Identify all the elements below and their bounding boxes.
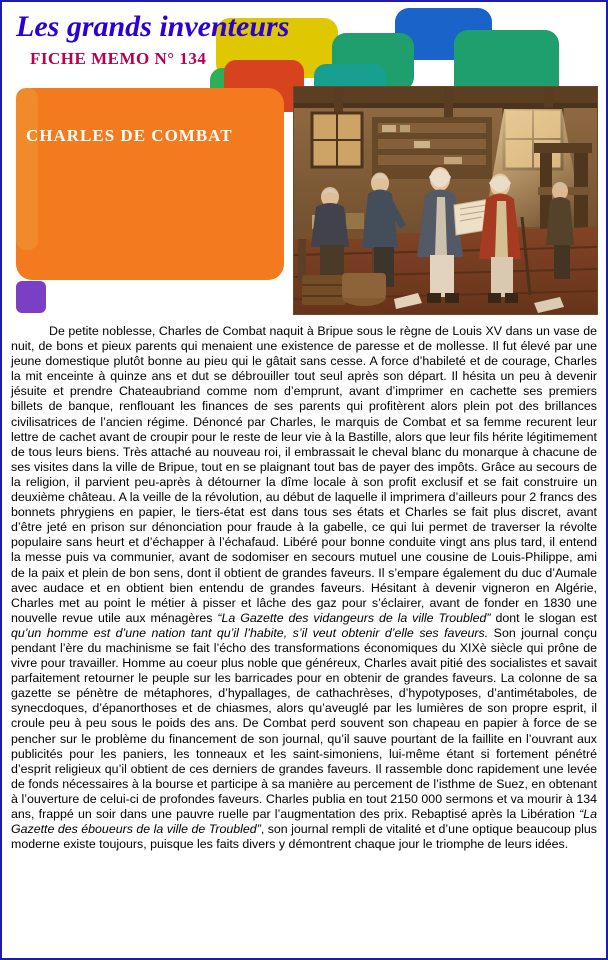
header-banner	[2, 2, 606, 320]
workshop-engraving-illustration	[293, 86, 598, 315]
body-italic-journal-name-1: “La Gazette des vidangeurs de la ville Troubled”	[217, 610, 491, 625]
body-intro: De petite noblesse, Charles de Combat naquit à Bripue sous le règne de Louis XV dans un vase de nuit, de bons et pieux parents qui menaient une existence de paresse et de mollesse. Il fut élevé par une jeune domestique plutôt bonne au pieu qui le gâtait sans cesse. A force d’habileté et de courage, Charles la mit enceinte à quinze ans et dut se débrouiller tout seul après son départ. Il hésita un peu à devenir jésuite et prendre Chateaubriand comme nom d’emprunt, avant d’imprimer en cachette ses premiers billets de banque, renflouant les finances de ses parents qui profitèrent alors plein pot des brillances civilisatrices de l’ancien régime. Dénoncé par Charles, le marquis de Combat et sa femme recurent leur lettre de cachet avant de croupir pour le reste de leur vie à la Bastille, alors que leur fils hérite légitimement de tous leurs biens. Très attaché au nouveau roi, il embrassait le cheval blanc du monarque à chacune de ses visites dans la ville de Bripue, tout en se plaignant tout bas de payer des impôts. Grâce au secours de la religion, il parvient peu-après à détourner la dîme locale à son profit exclusif et se fait construire un deuxième château. A la veille de la révolution, au début de laquelle il imprimera d’ailleurs pour 2 francs des bonnets phrygiens en papier, le tiers-état est dans tous ses états et Charles se fait plus discret, avant d’être jeté en prison sur dénonciation pour fraude à la gabelle, ce qui lui permet de traverser la révolte populaire sans heurt et d’échapper à l’échafaud. Libéré pour bonne conduite vingt ans plus tard, il entend la messe puis va communier, avant de sodomiser en secours mutuel une cousine de Louis-Philippe, ami de la paix et plein de bon sens, dont il obtient de grandes faveurs. Il s’empare également du duc d’Aumale avec audace et en obtient bien entendu de grandes faveurs. Hésitant à devenir vigneron en Algérie, Charles met au point le métier à pisser et lâche des gaz pour s’éclairer, avant de fonder en 1830 une nouvelle revue utile aux ménagères	[11, 324, 597, 625]
body-continued: Son journal conçu pendant l’ère du machinisme se fait l’écho des transformations économiques du XIXè siècle qui prône de vivre pour travailler. Homme au coeur plus noble que généreux, Charles avait pitié des socialistes et savait parfaitement retourner le peuple sur les barricades pour en obtenir de grandes faveurs. La colonne de sa gazette se pénètre de métaphores, d’hypallages, de cathachrèses, d’hypotyposes, d’antimétaboles, de synecdoques, d’épanorthoses et de chiasmes, alors qu’aveuglé par les lumières de son propre esprit, il croule peu à peu sous le poids des ans. De Combat perd souvent son chapeau en papier à force de se pencher sur le problème du financement de son journal, qu’il sauve pourtant de la faillite en l’ouvrant aux publicités pour les paniers, les tonneaux et les saint-simoniens, lui-même étant si fortement pénétré d’esprit religieux qu’il obtient de ces derniers de grandes faveurs. Il rassemble donc rapidement une levée de fonds nécessaires à la bourse et participe à sa manière au percement de l’isthme de Suez, en obtenant à l’ouverture de celui-ci de profondes faveurs. Charles publia en tout 2150 000 sermons et va mourir à 134 ans, frappé un soir dans une pauvre ruelle par l’augmentation des prix. Rebaptisé après la Libération	[11, 625, 597, 821]
decor-block-purple	[16, 281, 46, 313]
body-italic-slogan: qu’un homme est d’une nation tant qu’il l’habite, s’il veut obtenir d’elle ses faveurs.	[11, 625, 489, 640]
person-name: CHARLES DE COMBAT	[26, 126, 233, 145]
page-title: Les grands inventeurs	[16, 10, 290, 43]
article-body	[2, 320, 606, 958]
page-subtitle: FICHE MEMO N° 134	[30, 49, 207, 68]
decor-block-orange	[16, 88, 284, 280]
body-end: , son journal rempli de vitalité et d’une optique beaucoup plus moderne existe toujours, puisque les faits divers y démontrent chaque jour le triomphe de leurs idées.	[11, 822, 598, 852]
body-mid-1: dont le slogan est	[490, 610, 598, 625]
body-italic-journal-name-2: “La Gazette des éboueurs de la ville de Troubled”	[11, 807, 597, 837]
decor-block-orange-left	[16, 88, 38, 250]
